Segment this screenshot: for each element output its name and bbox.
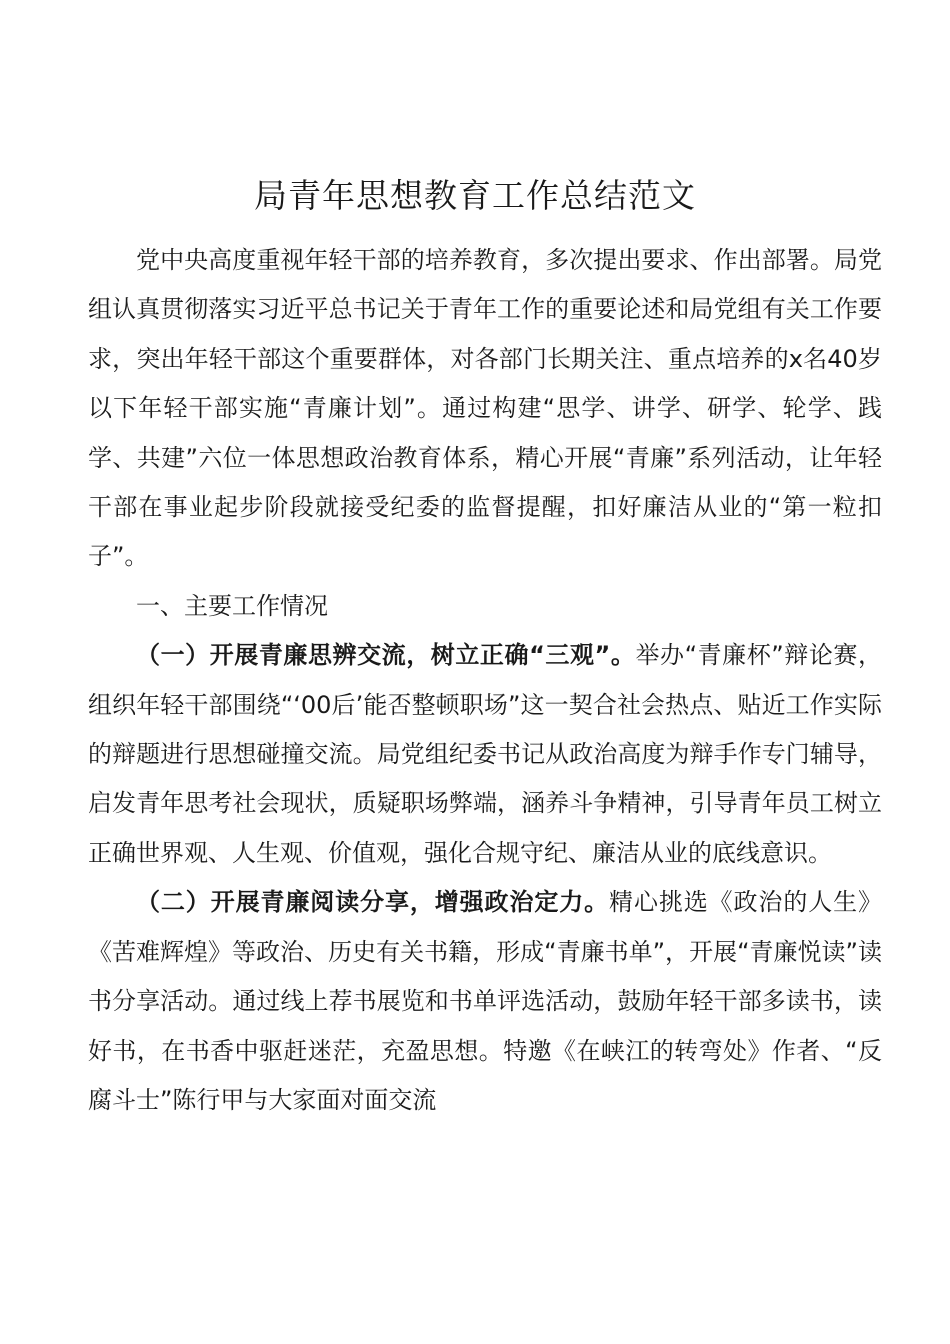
document-title: 局青年思想教育工作总结范文 [254, 176, 696, 215]
item-1-heading: （一）开展青廉思辨交流，树立正确“三观”。 [136, 641, 636, 670]
document-body [88, 236, 882, 1125]
intro-paragraph: 党中央高度重视年轻干部的培养教育，多次提出要求、作出部署。局党组认真贯彻落实习近平总书记关于青年工作的重要论述和局党组有关工作要求，突出年轻干部这个重要群体，对各部门长期关注、重点培养的x名40岁以下年轻干部实施“青廉计划”。通过构建“思学、讲学、研学、轮学、践学、共建”六位一体思想政治教育体系，精心开展“青廉”系列活动，让年轻干部在事业起步阶段就接受纪委的监督提醒，扣好廉洁从业的“第一粒扣子”。 [88, 246, 882, 571]
item-2-text: 精心挑选《政治的人生》《苦难辉煌》等政治、历史有关书籍，形成“青廉书单”，开展“青廉悦读”读书分享活动。通过线上荐书展览和书单评选活动，鼓励年轻干部多读书，读好书，在书香中驱赶迷茫，充盈思想。特邀《在峡江的转弯处》作者、“反腐斗士”陈行甲与大家面对面交流 [88, 888, 883, 1114]
item-2-heading: （二）开展青廉阅读分享，增强政治定力。 [136, 888, 610, 917]
item-1-text: 举办“青廉杯”辩论赛，组织年轻干部围绕“‘00后’能否整顿职场”这一契合社会热点、贴近工作实际的辩题进行思想碰撞交流。局党组纪委书记从政治高度为辩手作专门辅导，启发青年思考社会现状，质疑职场弊端，涵养斗争精神，引导青年员工树立正确世界观、人生观、价值观，强化合规守纪、廉洁从业的底线意识。 [88, 641, 882, 867]
section-heading: 一、主要工作情况 [136, 591, 328, 620]
item-2-paragraph [88, 878, 882, 1125]
item-1-paragraph [88, 631, 882, 878]
